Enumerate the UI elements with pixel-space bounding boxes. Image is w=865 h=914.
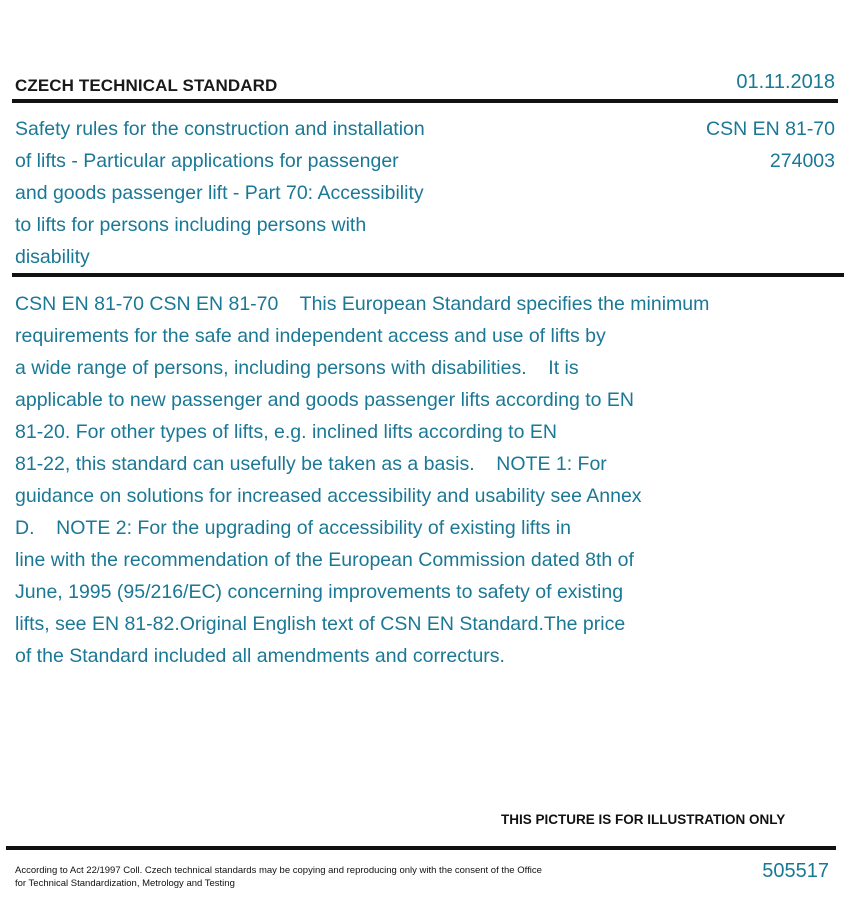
description-line: 81-22, this standard can usefully be taken as a basis. NOTE 1: For bbox=[15, 453, 607, 475]
document-type-label: CZECH TECHNICAL STANDARD bbox=[15, 76, 278, 95]
description-line: applicable to new passenger and goods passenger lifts according to EN bbox=[15, 389, 634, 411]
class-code: 274003 bbox=[769, 150, 835, 172]
title-line: of lifts - Particular applications for passenger bbox=[15, 150, 399, 172]
title-divider bbox=[12, 273, 844, 277]
description-line: CSN EN 81-70 CSN EN 81-70 This European Standard specifies the minimum bbox=[15, 293, 710, 315]
description-line: requirements for the safe and independent access and use of lifts by bbox=[15, 325, 606, 347]
legal-notice bbox=[15, 864, 595, 890]
description-line: of the Standard included all amendments and correcturs. bbox=[15, 645, 505, 667]
description-line: line with the recommendation of the European Commission dated 8th of bbox=[15, 549, 634, 571]
description-line: D. NOTE 2: For the upgrading of accessibility of existing lifts in bbox=[15, 517, 571, 539]
title-line: and goods passenger lift - Part 70: Accessibility bbox=[15, 182, 424, 204]
legal-notice-line: for Technical Standardization, Metrology and Testing bbox=[15, 878, 235, 889]
description-line: a wide range of persons, including persons with disabilities. It is bbox=[15, 357, 579, 379]
description-line: lifts, see EN 81-82.Original English text of CSN EN Standard.The price bbox=[15, 613, 626, 635]
standard-description bbox=[15, 288, 815, 672]
title-line: Safety rules for the construction and installation bbox=[15, 118, 425, 140]
legal-notice-line: According to Act 22/1997 Coll. Czech technical standards may be copying and reproducing only with the consent of the Office bbox=[15, 865, 542, 876]
description-line: 81-20. For other types of lifts, e.g. inclined lifts according to EN bbox=[15, 421, 557, 443]
standard-codes bbox=[706, 113, 835, 177]
catalog-number: 505517 bbox=[762, 860, 829, 882]
publication-date: 01.11.2018 bbox=[736, 71, 835, 93]
title-line: disability bbox=[15, 246, 90, 268]
footer-divider bbox=[6, 846, 836, 850]
standard-title bbox=[15, 113, 485, 273]
standard-number: CSN EN 81-70 bbox=[706, 118, 835, 140]
illustration-disclaimer: THIS PICTURE IS FOR ILLUSTRATION ONLY bbox=[501, 812, 786, 827]
title-line: to lifts for persons including persons with bbox=[15, 214, 367, 236]
description-line: guidance on solutions for increased accessibility and usability see Annex bbox=[15, 485, 642, 507]
description-line: June, 1995 (95/216/EC) concerning improvements to safety of existing bbox=[15, 581, 624, 603]
header-divider bbox=[12, 99, 838, 103]
